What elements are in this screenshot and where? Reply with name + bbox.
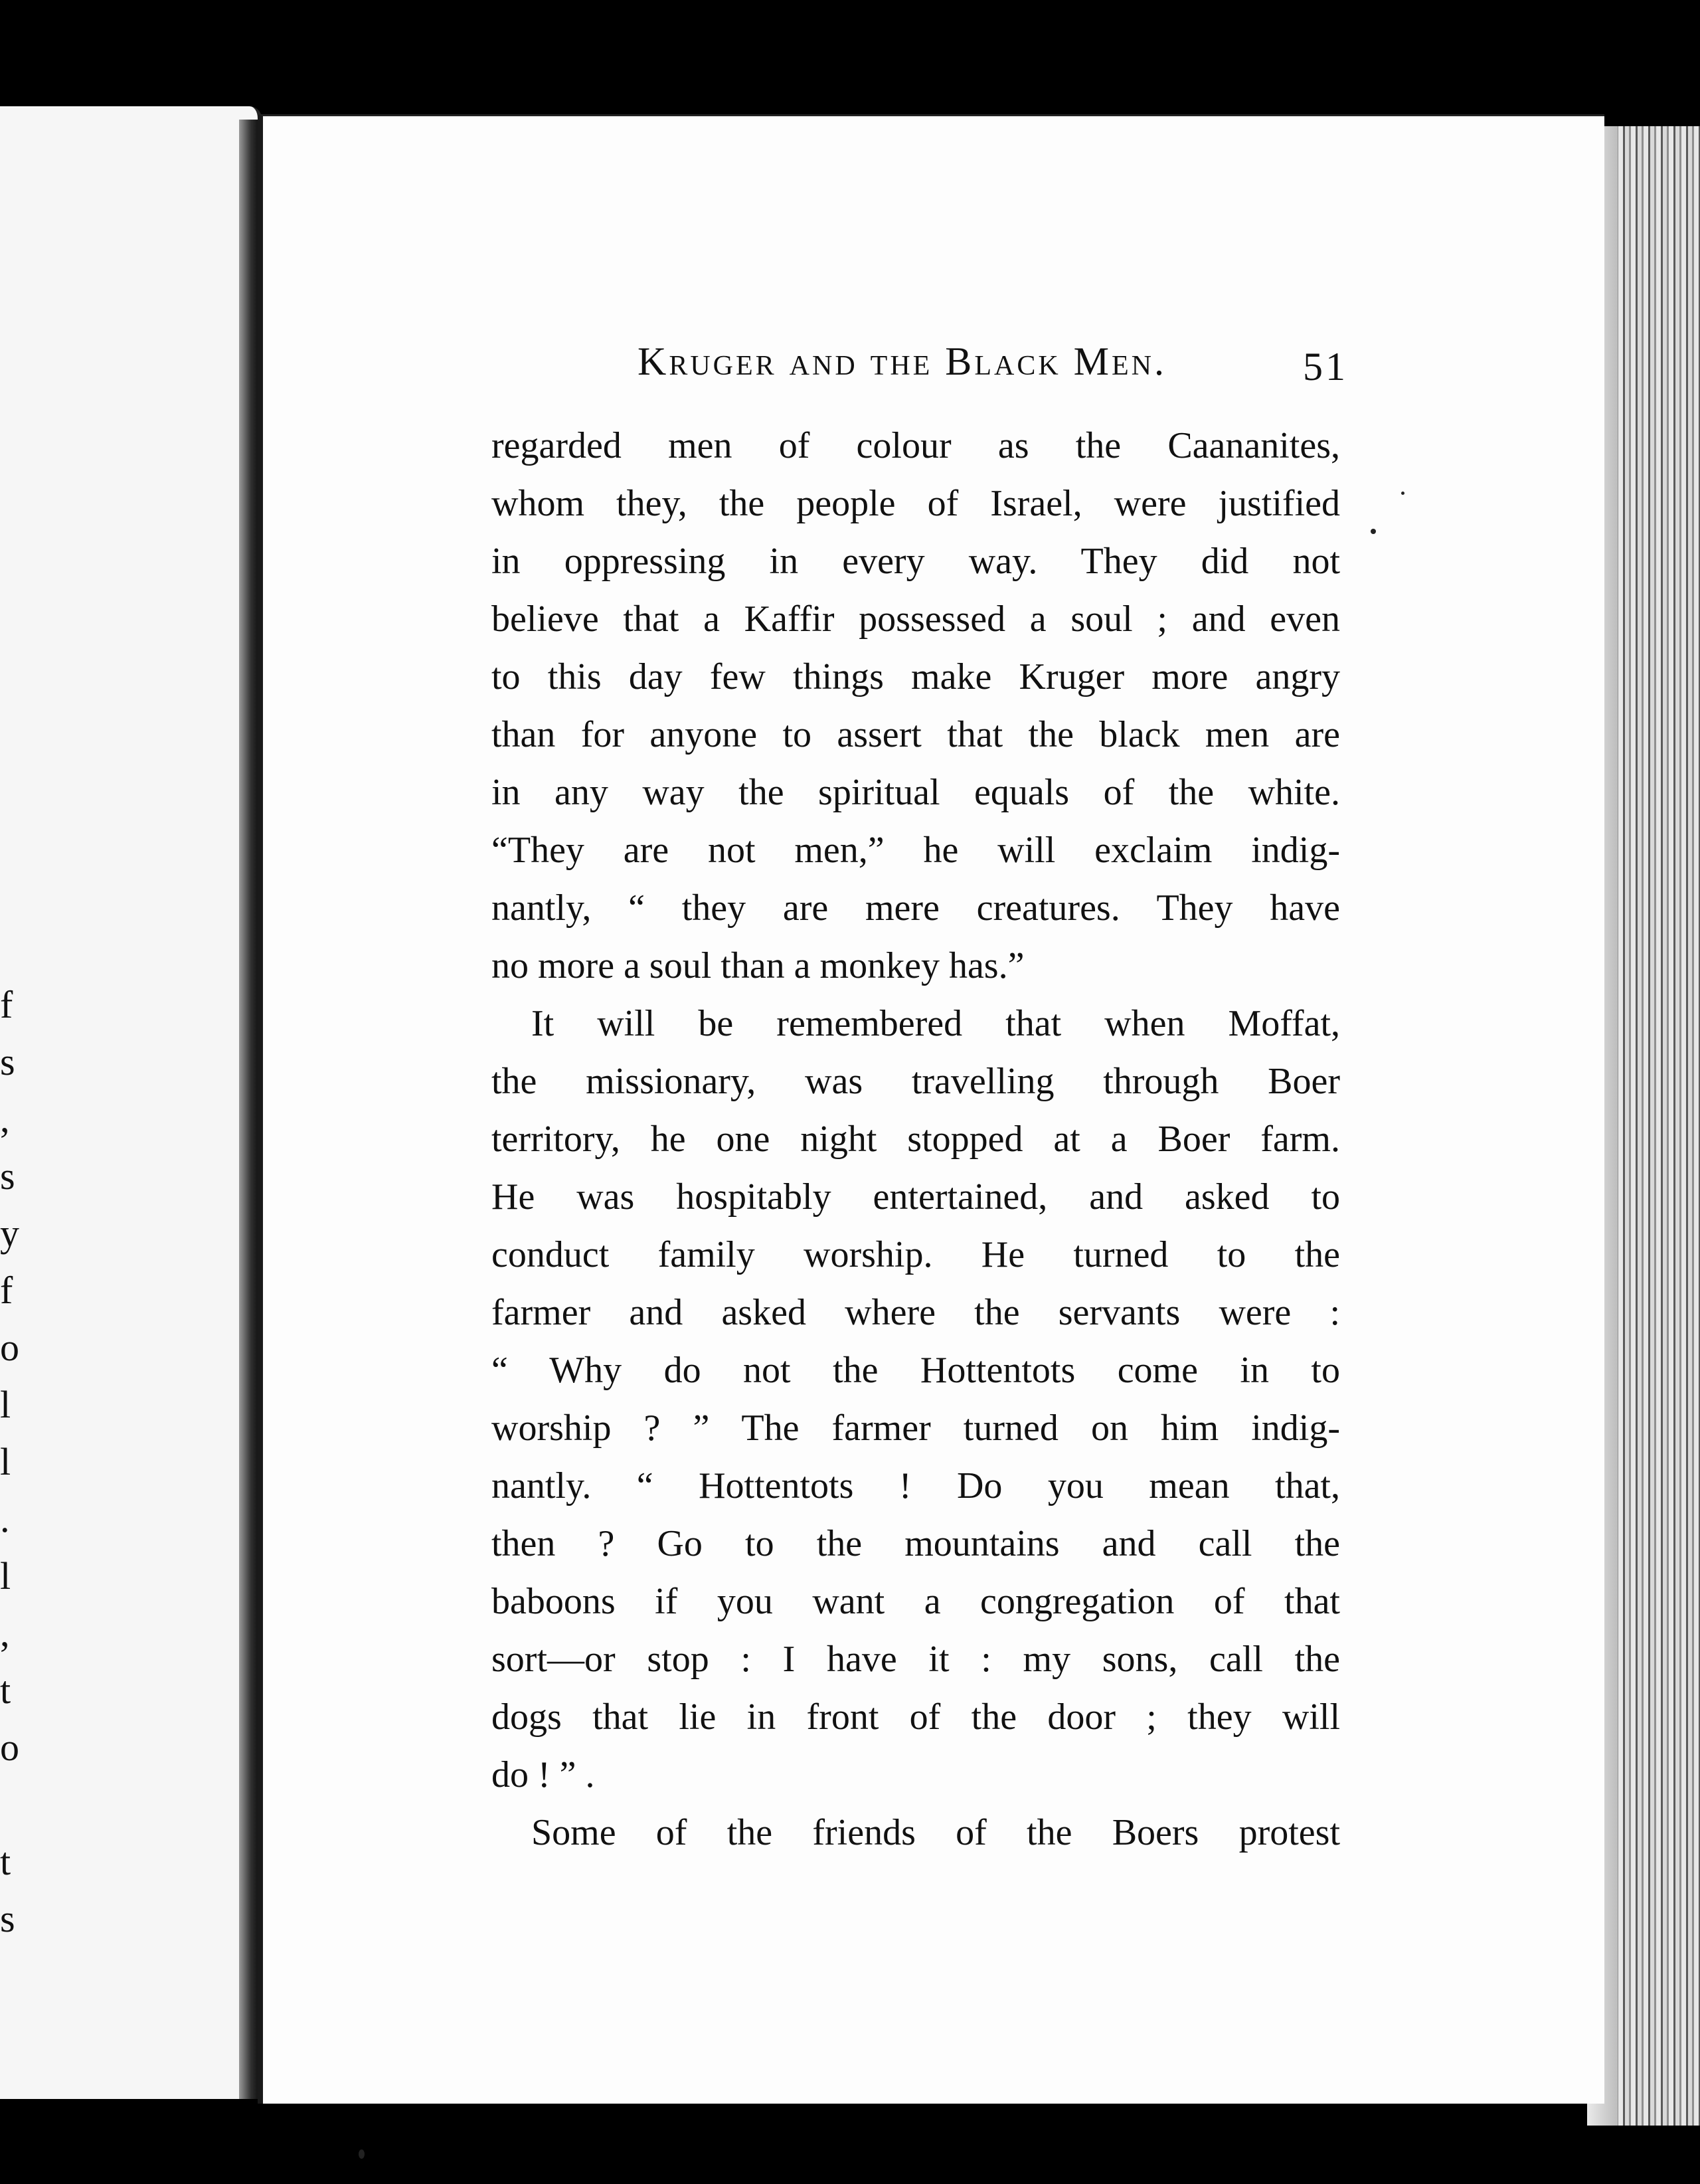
facing-page-cropped-text — [0, 976, 19, 1948]
cropped-letter: s — [0, 1040, 15, 1083]
text-line: in any way the spiritual equals of the white. — [491, 772, 1340, 813]
cropped-letter: t — [0, 1840, 11, 1883]
text-line: nantly, “ they are mere creatures. They have — [491, 887, 1340, 929]
text-line: no more a soul than a monkey has.” — [491, 945, 1025, 986]
paragraph-1 — [491, 417, 1340, 995]
text-line: It will be remembered that when Moffat, — [531, 1003, 1340, 1044]
text-line: sort—or stop : I have it : my sons, call the — [491, 1639, 1340, 1680]
text-line: worship ? ” The farmer turned on him indig- — [491, 1408, 1340, 1449]
scan-speck — [1401, 492, 1404, 495]
paragraph-2 — [491, 995, 1340, 1804]
text-line: in oppressing in every way. They did not — [491, 541, 1340, 582]
cropped-letter: l — [0, 1440, 11, 1483]
cropped-letter: l — [0, 1554, 11, 1597]
cropped-letter: , — [0, 1611, 10, 1655]
text-line: than for anyone to assert that the black men are — [491, 714, 1340, 755]
text-line: baboons if you want a congregation of that — [491, 1581, 1340, 1622]
book-gutter — [239, 120, 259, 2099]
paragraph-3 — [491, 1804, 1340, 1862]
text-line: do ! ” . — [491, 1754, 595, 1795]
text-line: He was hospitably entertained, and asked to — [491, 1176, 1340, 1218]
text-line: the missionary, was travelling through Boer — [491, 1061, 1340, 1102]
body-text — [491, 417, 1340, 1862]
cropped-letter: t — [0, 1669, 11, 1712]
text-line: territory, he one night stopped at a Boer farm. — [491, 1119, 1340, 1160]
text-line: then ? Go to the mountains and call the — [491, 1523, 1340, 1564]
facing-page — [0, 106, 262, 2099]
text-line: nantly. “ Hottentots ! Do you mean that, — [491, 1465, 1340, 1506]
text-line: conduct family worship. He turned to the — [491, 1234, 1340, 1275]
cropped-letter — [0, 1776, 16, 1833]
running-head-title: Kruger and the Black Men. — [638, 339, 1167, 383]
cropped-letter: o — [0, 1726, 19, 1769]
scan-speck — [359, 2149, 365, 2159]
cropped-letter: , — [0, 1097, 10, 1140]
cropped-letter: f — [0, 1269, 13, 1312]
text-line: dogs that lie in front of the door ; they will — [491, 1696, 1340, 1738]
cropped-letter: s — [0, 1897, 15, 1940]
cropped-letter: f — [0, 983, 13, 1026]
cropped-letter: y — [0, 1212, 19, 1255]
scan-speck — [1371, 529, 1376, 534]
text-line: farmer and asked where the servants were : — [491, 1292, 1340, 1333]
text-line: regarded men of colour as the Caananites, — [491, 425, 1340, 466]
text-line: “ Why do not the Hottentots come in to — [491, 1350, 1340, 1391]
text-line: Some of the friends of the Boers protest — [531, 1812, 1340, 1853]
cropped-letter: l — [0, 1383, 11, 1426]
cropped-letter: o — [0, 1326, 19, 1369]
text-line: believe that a Kaffir possessed a soul ; and even — [491, 598, 1340, 640]
cropped-letter: s — [0, 1154, 15, 1198]
text-line: to this day few things make Kruger more angry — [491, 656, 1340, 697]
text-line: “They are not men,” he will exclaim indig- — [491, 830, 1340, 871]
text-line: whom they, the people of Israel, were justified — [491, 483, 1340, 524]
page-number: 51 — [1303, 345, 1348, 389]
cropped-letter: . — [0, 1497, 10, 1540]
